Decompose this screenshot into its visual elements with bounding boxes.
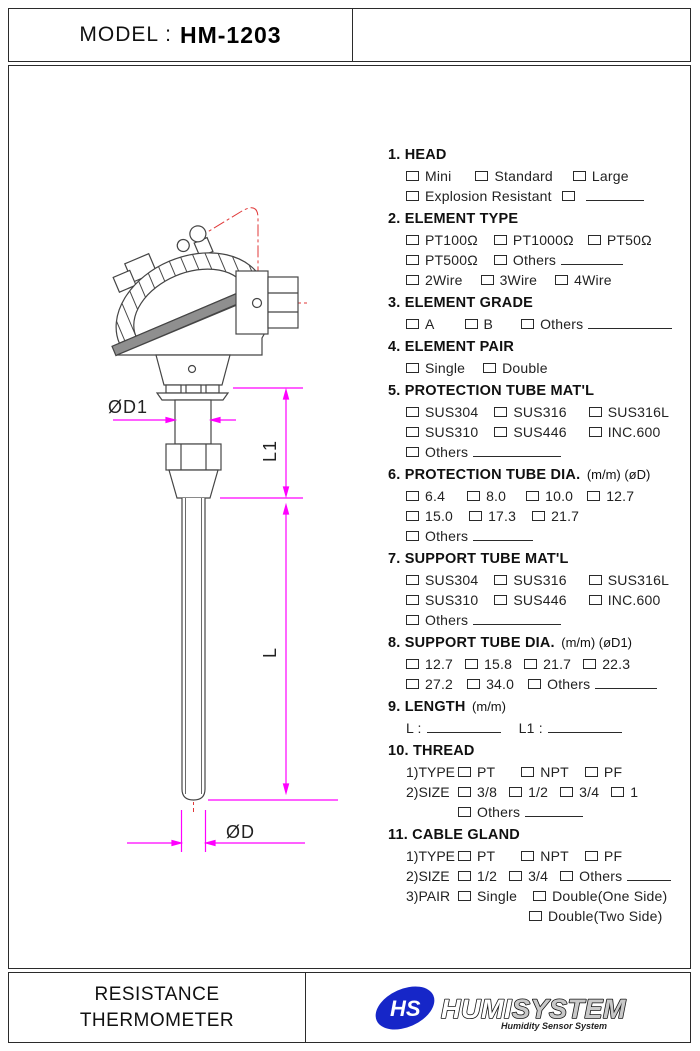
option-label: B (483, 316, 494, 332)
option-item (458, 846, 495, 866)
spec-section-head (388, 144, 686, 206)
spec-section-element-type (388, 208, 686, 290)
option-label: 8.0 (486, 488, 507, 504)
dim-label-l1: L1 (260, 439, 280, 462)
checkbox-pt[interactable] (458, 851, 471, 861)
checkbox-sus304[interactable] (406, 407, 419, 417)
option-item (494, 402, 566, 422)
option-label: SUS316 (513, 572, 567, 588)
option-label: 4Wire (574, 272, 612, 288)
checkbox-6-4[interactable] (406, 491, 419, 501)
option-item (524, 654, 571, 674)
option-label: 1/2 (528, 784, 549, 800)
fill-in-blank (586, 187, 644, 201)
checkbox-2wire[interactable] (406, 275, 419, 285)
option-label: Others (512, 252, 557, 268)
humisystem-logo (369, 982, 627, 1034)
checkbox-pt50[interactable] (588, 235, 601, 245)
logo-tagline: Humidity Sensor System (501, 1020, 608, 1031)
option-row (388, 422, 686, 442)
checkbox-1-2[interactable] (458, 871, 471, 881)
option-item (588, 230, 652, 250)
checkbox-10-0[interactable] (526, 491, 539, 501)
checkbox-pf[interactable] (585, 767, 598, 777)
header-band (8, 8, 691, 62)
checkbox-pt500[interactable] (406, 255, 419, 265)
option-row (388, 866, 686, 886)
option-item (589, 570, 669, 590)
fill-in-blank (588, 315, 672, 329)
option-label: Others (579, 868, 623, 884)
option-item (406, 442, 561, 462)
option-item (406, 526, 533, 546)
dim-label-d1: ØD1 (108, 397, 149, 417)
checkbox-npt[interactable] (521, 767, 534, 777)
checkbox-large[interactable] (573, 171, 586, 181)
option-item (406, 358, 465, 378)
checkbox-3wire[interactable] (481, 275, 494, 285)
checkbox-others[interactable] (521, 319, 534, 329)
option-label: SUS316L (607, 404, 670, 420)
option-item (406, 314, 435, 334)
dim-label-l: L (260, 646, 280, 658)
product-title-line2: THERMOMETER (79, 1009, 235, 1031)
product-title-cell (9, 973, 306, 1042)
checkbox-sus316l[interactable] (589, 575, 602, 585)
option-item (406, 610, 561, 630)
checkbox-sus310[interactable] (406, 427, 419, 437)
checkbox-sus310[interactable] (406, 595, 419, 605)
checkbox-27-2[interactable] (406, 679, 419, 689)
option-label: L1 : (518, 720, 543, 736)
option-row (388, 674, 686, 694)
option-item (573, 166, 629, 186)
option-item (494, 250, 623, 270)
option-item (406, 250, 478, 270)
checkbox-single[interactable] (458, 891, 471, 901)
option-item (509, 782, 548, 802)
option-label: Single (425, 360, 466, 376)
option-item (521, 762, 569, 782)
checkbox-single[interactable] (406, 363, 419, 373)
dim-label-d: ØD (226, 822, 255, 842)
model-number: HM-1203 (179, 21, 282, 48)
checkbox-21-7[interactable] (524, 659, 537, 669)
option-label: Mini (425, 168, 452, 184)
option-item (406, 186, 552, 206)
option-item (585, 762, 622, 782)
option-item (526, 486, 573, 506)
option-label: Large (591, 168, 629, 184)
footer-band (8, 972, 691, 1043)
option-item (533, 886, 667, 906)
option-item (406, 674, 453, 694)
spec-section-cable-gland (388, 824, 686, 926)
option-label: Double(One Side) (552, 888, 668, 904)
checkbox-17-3[interactable] (469, 511, 482, 521)
option-label: PF (603, 764, 623, 780)
checkbox-blank[interactable] (562, 191, 575, 201)
option-item (560, 866, 671, 886)
checkbox-others[interactable] (406, 531, 419, 541)
option-item (509, 866, 548, 886)
logo-brand-humi: HUMI (441, 993, 512, 1024)
model-label: MODEL : (79, 23, 172, 46)
option-label: 3/4 (579, 784, 600, 800)
option-label: PT (477, 848, 496, 864)
spec-section-length (388, 696, 686, 738)
option-item (481, 270, 538, 290)
spec-checklist (388, 144, 686, 928)
checkbox-sus316l[interactable] (589, 407, 602, 417)
checkbox-sus304[interactable] (406, 575, 419, 585)
checkbox-double-one-side[interactable] (533, 891, 546, 901)
option-label: Others (477, 804, 521, 820)
fill-in-blank (548, 719, 622, 733)
checkbox-inc-600[interactable] (589, 427, 602, 437)
checkbox-sus316[interactable] (494, 407, 507, 417)
head-body (117, 271, 298, 800)
option-label: Explosion Resistant (425, 188, 552, 204)
option-label: Double (502, 360, 548, 376)
checkbox-double-two-side[interactable] (529, 911, 542, 921)
spec-section-element-pair (388, 336, 686, 378)
option-item (589, 402, 669, 422)
option-item (589, 590, 661, 610)
checkbox-15-8[interactable] (465, 659, 478, 669)
option-label: INC.600 (607, 424, 661, 440)
option-label: 15.8 (484, 656, 513, 672)
option-row (388, 442, 686, 462)
option-label: Others (540, 316, 584, 332)
checkbox-1[interactable] (611, 787, 624, 797)
checkbox-mini[interactable] (406, 171, 419, 181)
option-item (494, 590, 566, 610)
option-label: PT1000Ω (512, 232, 574, 248)
option-label: SUS316L (607, 572, 670, 588)
checkbox-standard[interactable] (475, 171, 488, 181)
option-item (583, 654, 630, 674)
checkbox-34-0[interactable] (467, 679, 480, 689)
fill-in-blank (561, 251, 623, 265)
option-label: PT50Ω (606, 232, 652, 248)
checkbox-3-4[interactable] (509, 871, 522, 881)
option-label: PT (477, 764, 496, 780)
checkbox-4wire[interactable] (555, 275, 568, 285)
section-heading: 3. ELEMENT GRADE (388, 295, 533, 311)
option-item (406, 270, 463, 290)
option-row (388, 570, 686, 590)
option-label: NPT (540, 764, 569, 780)
option-item (458, 782, 497, 802)
option-label: Single (477, 888, 518, 904)
spec-section-protection-tube-mat-l (388, 380, 686, 462)
option-item (483, 358, 548, 378)
option-label: 3/4 (528, 868, 549, 884)
section-heading: 7. SUPPORT TUBE MAT'L (388, 551, 569, 567)
thermometer-technical-drawing (40, 170, 360, 870)
option-item (406, 718, 501, 738)
section-heading: 6. PROTECTION TUBE DIA. (m/m) (øD) (388, 467, 651, 483)
option-label: Standard (494, 168, 553, 184)
option-label: SUS304 (425, 572, 479, 588)
row-label: 1)TYPE (406, 764, 456, 780)
logo-cell (306, 973, 690, 1042)
option-item (465, 314, 494, 334)
checkbox-others[interactable] (406, 447, 419, 457)
option-label: 12.7 (606, 488, 635, 504)
option-label: Others (425, 444, 469, 460)
option-item (465, 654, 512, 674)
option-row (388, 590, 686, 610)
option-label: 34.0 (486, 676, 515, 692)
option-item (406, 402, 478, 422)
checkbox-pt100[interactable] (406, 235, 419, 245)
option-label: 22.3 (602, 656, 631, 672)
row-label: 2)SIZE (406, 784, 450, 800)
section-heading: 8. SUPPORT TUBE DIA. (m/m) (øD1) (388, 635, 633, 651)
option-item (458, 762, 495, 782)
option-label: 1/2 (477, 868, 498, 884)
section-heading: 9. LENGTH (m/m) (388, 699, 506, 715)
option-item (521, 846, 569, 866)
option-item (406, 422, 478, 442)
option-label: NPT (540, 848, 569, 864)
fill-in-blank (627, 867, 671, 881)
option-row (388, 358, 686, 378)
option-row (388, 486, 686, 506)
option-row (388, 166, 686, 186)
section-heading-suffix: (m/m) (øD) (580, 467, 651, 482)
checkbox-others[interactable] (494, 255, 507, 265)
option-label: Others (547, 676, 591, 692)
option-label: PT100Ω (425, 232, 478, 248)
section-heading: 5. PROTECTION TUBE MAT'L (388, 383, 595, 399)
fill-in-blank (595, 675, 657, 689)
option-label: Others (425, 612, 469, 628)
option-row (388, 230, 686, 250)
option-label: Double(Two Side) (548, 908, 663, 924)
option-label: SUS446 (513, 592, 567, 608)
option-row (388, 314, 686, 334)
option-item (494, 230, 574, 250)
option-row (388, 250, 686, 270)
checkbox-pf[interactable] (585, 851, 598, 861)
option-item (467, 486, 506, 506)
checkbox-sus446[interactable] (494, 595, 507, 605)
checkbox-sus316[interactable] (494, 575, 507, 585)
option-item (406, 166, 451, 186)
option-row (388, 270, 686, 290)
fill-in-blank (473, 611, 561, 625)
row-label: 3)PAIR (406, 888, 451, 904)
section-heading: 11. CABLE GLAND (388, 827, 520, 843)
option-item (611, 782, 638, 802)
dimension-lines (113, 388, 338, 852)
option-row (388, 526, 686, 546)
option-row (388, 782, 686, 802)
option-label: 21.7 (551, 508, 580, 524)
checkbox-pt1000[interactable] (494, 235, 507, 245)
logo-brand-system: SYSTEM (512, 993, 627, 1024)
option-label: 6.4 (425, 488, 446, 504)
model-cell (9, 9, 353, 61)
option-item (589, 422, 661, 442)
option-item (467, 674, 514, 694)
option-item (585, 846, 622, 866)
option-label: PF (603, 848, 623, 864)
option-row (388, 906, 686, 926)
option-item (528, 674, 657, 694)
option-label: 17.3 (488, 508, 517, 524)
option-label: SUS310 (425, 424, 479, 440)
option-item (406, 654, 453, 674)
option-label: 3Wire (499, 272, 538, 288)
checkbox-3-8[interactable] (458, 787, 471, 797)
option-label: Others (425, 528, 469, 544)
option-item (458, 866, 497, 886)
checkbox-15-0[interactable] (406, 511, 419, 521)
checkbox-sus446[interactable] (494, 427, 507, 437)
checkbox-8-0[interactable] (467, 491, 480, 501)
logo-monogram: HS (390, 995, 421, 1021)
option-item (555, 270, 612, 290)
checkbox-21-7[interactable] (532, 511, 545, 521)
checkbox-pt[interactable] (458, 767, 471, 777)
checkbox-inc-600[interactable] (589, 595, 602, 605)
option-row (388, 846, 686, 866)
spec-section-protection-tube-dia (388, 464, 686, 546)
section-heading-suffix: (m/m) (465, 699, 506, 714)
option-item (519, 718, 622, 738)
checkbox-22-3[interactable] (583, 659, 596, 669)
checkbox-double[interactable] (483, 363, 496, 373)
option-item (562, 186, 644, 206)
section-heading: 10. THREAD (388, 743, 475, 759)
option-label: 1 (630, 784, 639, 800)
option-label: PT500Ω (425, 252, 478, 268)
option-row (388, 186, 686, 206)
option-row (388, 506, 686, 526)
option-label: A (425, 316, 435, 332)
option-label: 27.2 (425, 676, 454, 692)
option-item (458, 802, 583, 822)
option-row (388, 802, 686, 822)
row-label: 1)TYPE (406, 848, 456, 864)
option-row (388, 762, 686, 782)
spec-section-element-grade (388, 292, 686, 334)
checkbox-others[interactable] (528, 679, 541, 689)
checkbox-others[interactable] (406, 615, 419, 625)
section-heading-suffix: (m/m) (øD1) (554, 635, 633, 650)
product-title-line1: RESISTANCE (94, 983, 220, 1005)
checkbox-3-4[interactable] (560, 787, 573, 797)
option-item (406, 506, 453, 526)
option-item (469, 506, 516, 526)
option-label: SUS446 (513, 424, 567, 440)
section-heading: 4. ELEMENT PAIR (388, 339, 514, 355)
option-item (458, 886, 517, 906)
spec-section-thread (388, 740, 686, 822)
checkbox-a[interactable] (406, 319, 419, 329)
option-item (560, 782, 599, 802)
option-row (388, 402, 686, 422)
option-item (494, 570, 566, 590)
fill-in-blank (525, 803, 583, 817)
option-label: 21.7 (543, 656, 572, 672)
option-item (406, 590, 478, 610)
option-item (494, 422, 566, 442)
option-item (529, 906, 662, 926)
option-row (388, 654, 686, 674)
option-label: 3/8 (477, 784, 498, 800)
option-label: 15.0 (425, 508, 454, 524)
fill-in-blank (427, 719, 501, 733)
spec-section-support-tube-mat-l (388, 548, 686, 630)
option-label: SUS304 (425, 404, 479, 420)
section-heading: 2. ELEMENT TYPE (388, 211, 519, 227)
option-label: SUS310 (425, 592, 479, 608)
checkbox-npt[interactable] (521, 851, 534, 861)
svg-text:HUMISYSTEM (441, 994, 626, 1024)
row-label: 2)SIZE (406, 868, 450, 884)
checkbox-12-7[interactable] (587, 491, 600, 501)
option-item (406, 230, 478, 250)
option-label: 10.0 (545, 488, 574, 504)
section-heading: 1. HEAD (388, 147, 447, 163)
option-label: INC.600 (607, 592, 661, 608)
option-item (406, 570, 478, 590)
option-item (587, 486, 634, 506)
option-label: L : (406, 720, 422, 736)
option-row (388, 718, 686, 738)
option-label: 12.7 (425, 656, 454, 672)
option-row (388, 610, 686, 630)
checkbox-b[interactable] (465, 319, 478, 329)
checkbox-others[interactable] (560, 871, 573, 881)
checkbox-12-7[interactable] (406, 659, 419, 669)
checkbox-1-2[interactable] (509, 787, 522, 797)
option-label: 2Wire (425, 272, 463, 288)
option-row (388, 886, 686, 906)
option-item (406, 486, 445, 506)
option-item (521, 314, 672, 334)
spec-section-support-tube-dia (388, 632, 686, 694)
checkbox-explosion-resistant[interactable] (406, 191, 419, 201)
checkbox-others[interactable] (458, 807, 471, 817)
fill-in-blank (473, 527, 533, 541)
option-item (475, 166, 552, 186)
option-item (532, 506, 579, 526)
option-label: SUS316 (513, 404, 567, 420)
fill-in-blank (473, 443, 561, 457)
header-empty-cell (353, 9, 690, 61)
